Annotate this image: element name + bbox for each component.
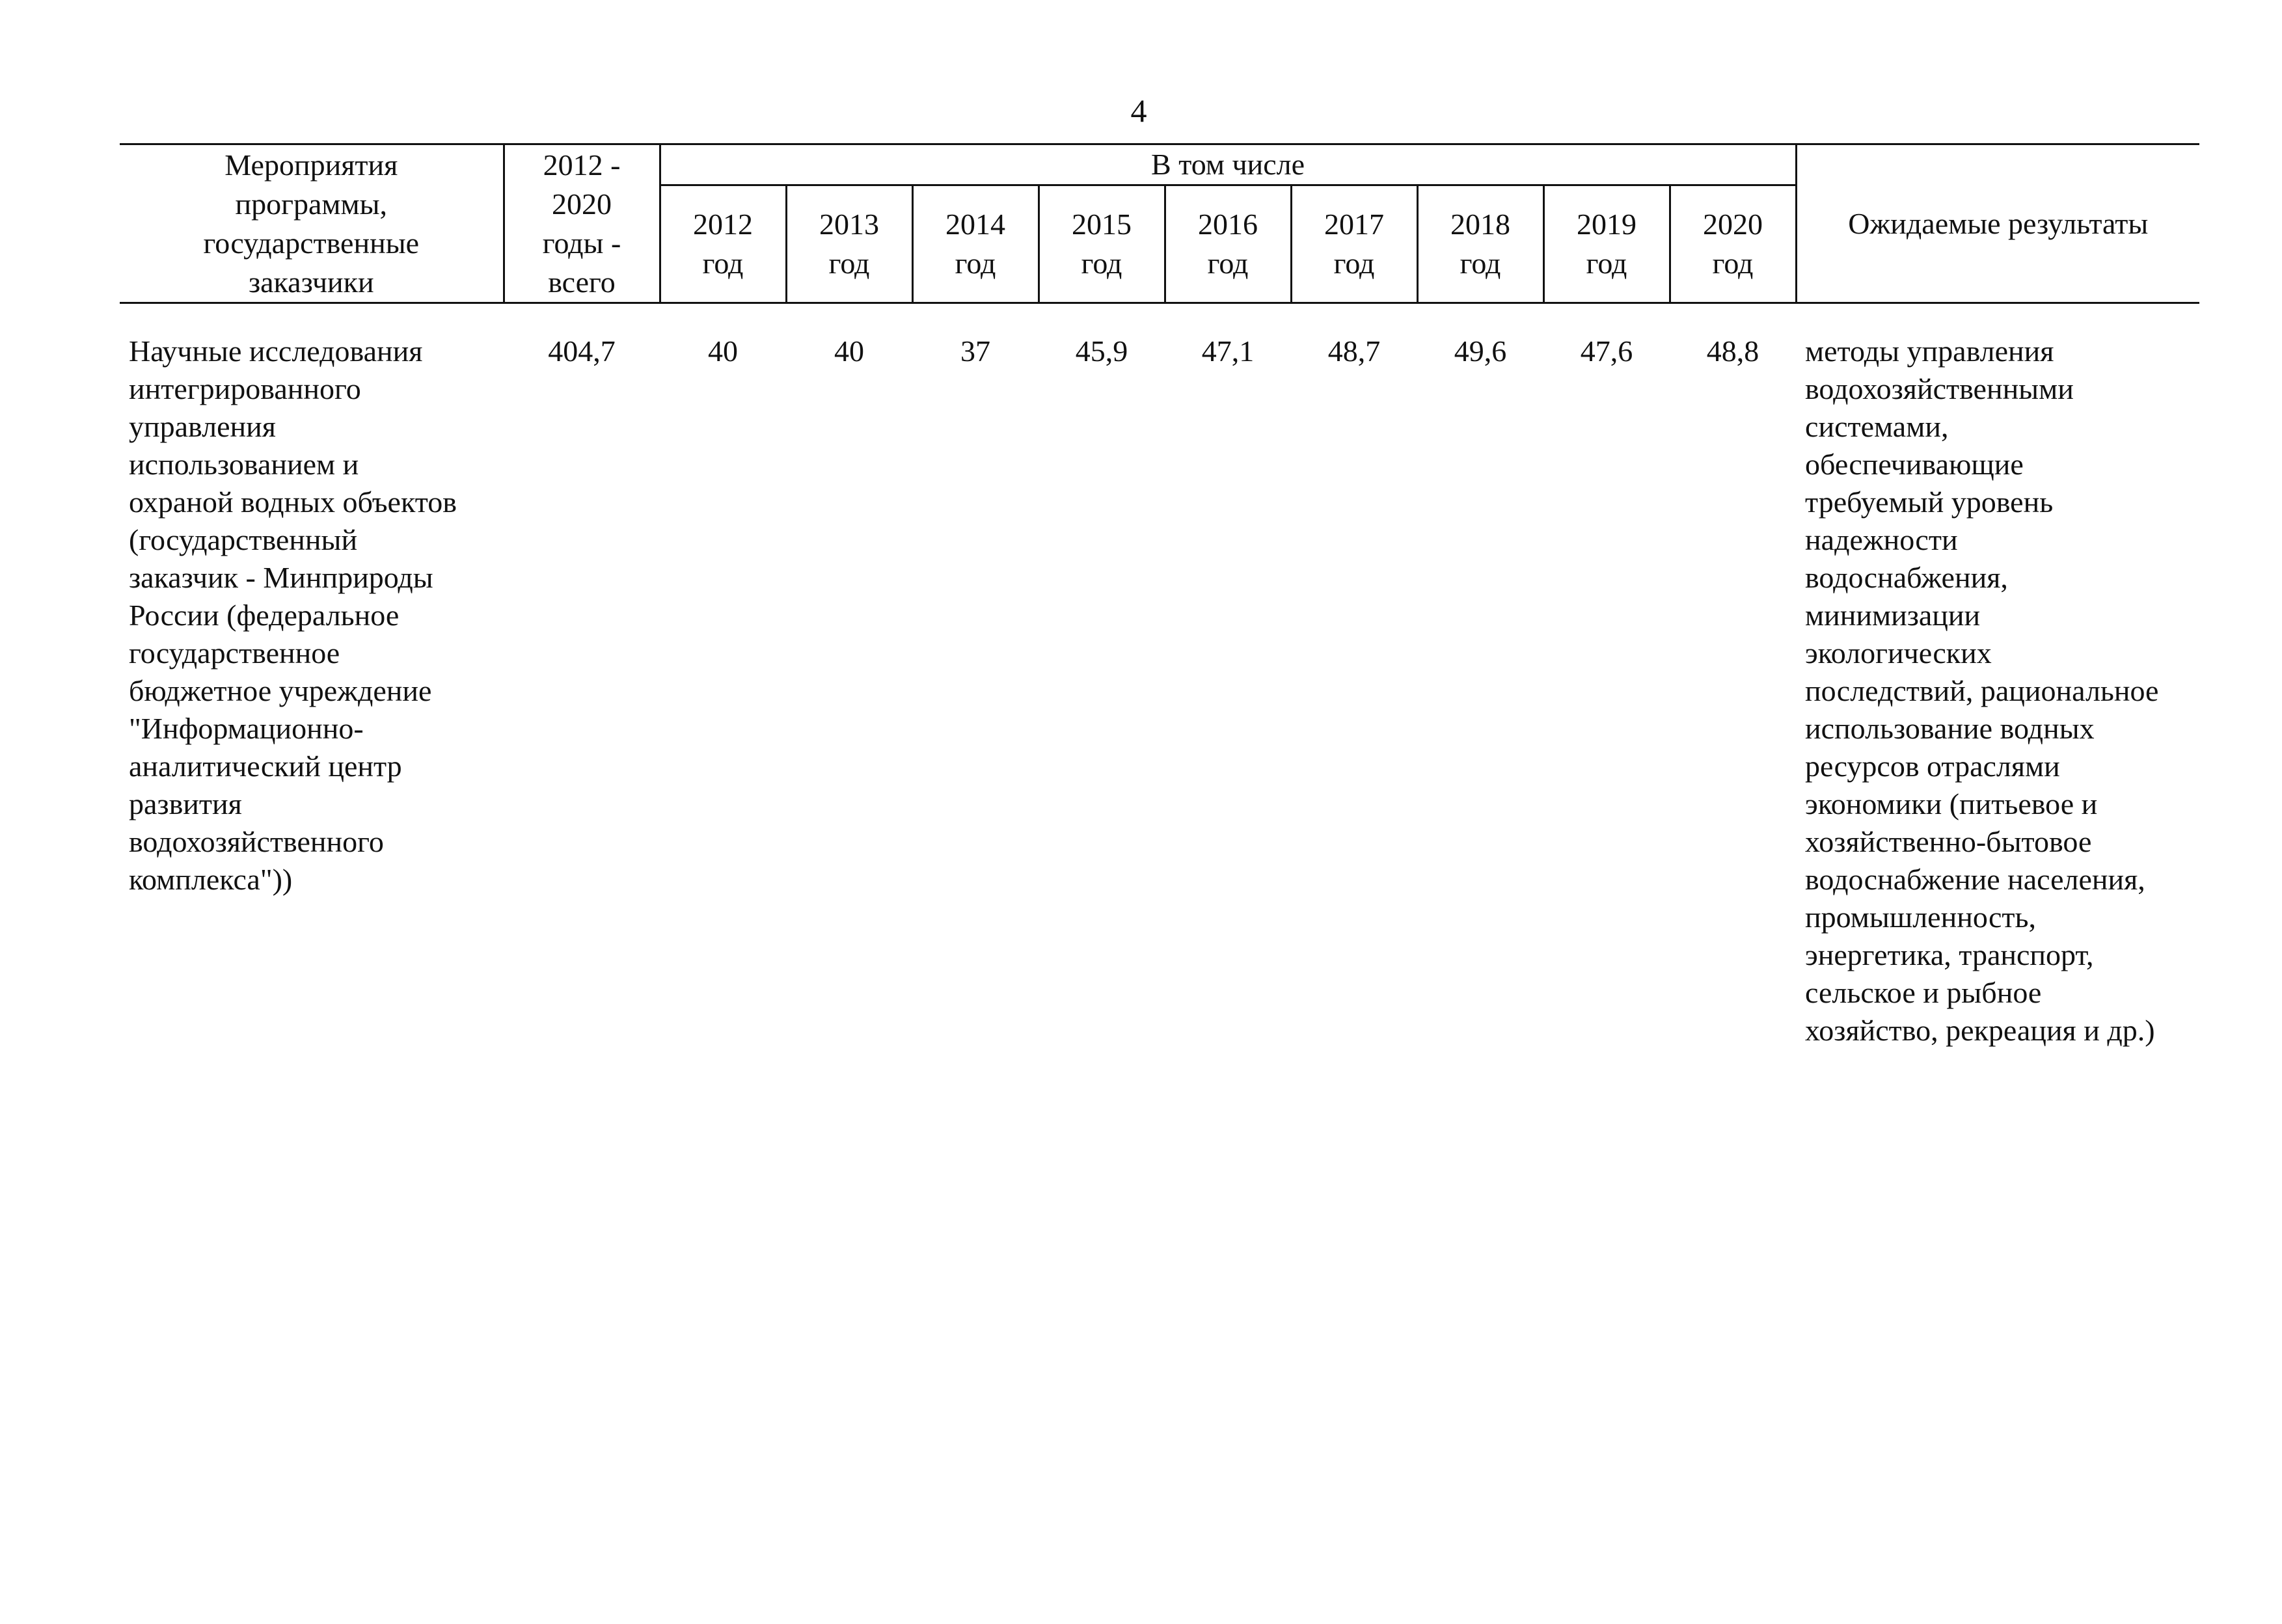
header-activity: Мероприятия программы, государственные заказчики [120, 144, 504, 303]
header-year: 2019 год [1543, 185, 1670, 303]
total-value: 404,7 [548, 334, 616, 368]
value-2016: 47,1 [1201, 334, 1255, 368]
header-year: 2020 год [1670, 185, 1796, 303]
table-row [120, 303, 2199, 1051]
value-2015: 45,9 [1075, 334, 1128, 368]
header-year: 2017 год [1291, 185, 1417, 303]
value-2014: 37 [960, 334, 990, 368]
header-year: 2016 год [1165, 185, 1291, 303]
value-2018: 49,6 [1454, 334, 1507, 368]
results-cell: методы управления водохозяйственными системами, обеспечивающие требуемый уровень надежности водоснабжения, минимизации экологических последствий, рациональное использование водных ресурсов отраслями экономики (питьевое и хозяйственно-бытовое водоснабжение населения, промышленность, энергетика, транспорт, сельское и рыбное хозяйство, рекреация и др.) [1805, 334, 2159, 1047]
header-year: 2012 год [660, 185, 786, 303]
header-results: Ожидаемые результаты [1796, 144, 2199, 303]
value-2019: 47,6 [1580, 334, 1633, 368]
value-2017: 48,7 [1327, 334, 1381, 368]
header-year: 2018 год [1417, 185, 1543, 303]
header-year: 2014 год [912, 185, 1039, 303]
activity-cell: Научные исследования интегрированного управления использованием и охраной водных объектов (государственный заказчик - Минприроды России (федеральное государственное бюджетное учреждение "Информационно- аналитический центр развития водохозяйственного комплекса")) [129, 334, 457, 896]
value-2020: 48,8 [1706, 334, 1759, 368]
header-total: 2012 - 2020 годы - всего [504, 144, 660, 303]
program-table [120, 143, 2199, 1050]
header-year: 2015 год [1039, 185, 1165, 303]
value-2012: 40 [708, 334, 738, 368]
value-2013: 40 [834, 334, 864, 368]
header-year: 2013 год [786, 185, 912, 303]
header-including: В том числе [660, 144, 1796, 185]
page-number: 4 [1130, 92, 1147, 129]
